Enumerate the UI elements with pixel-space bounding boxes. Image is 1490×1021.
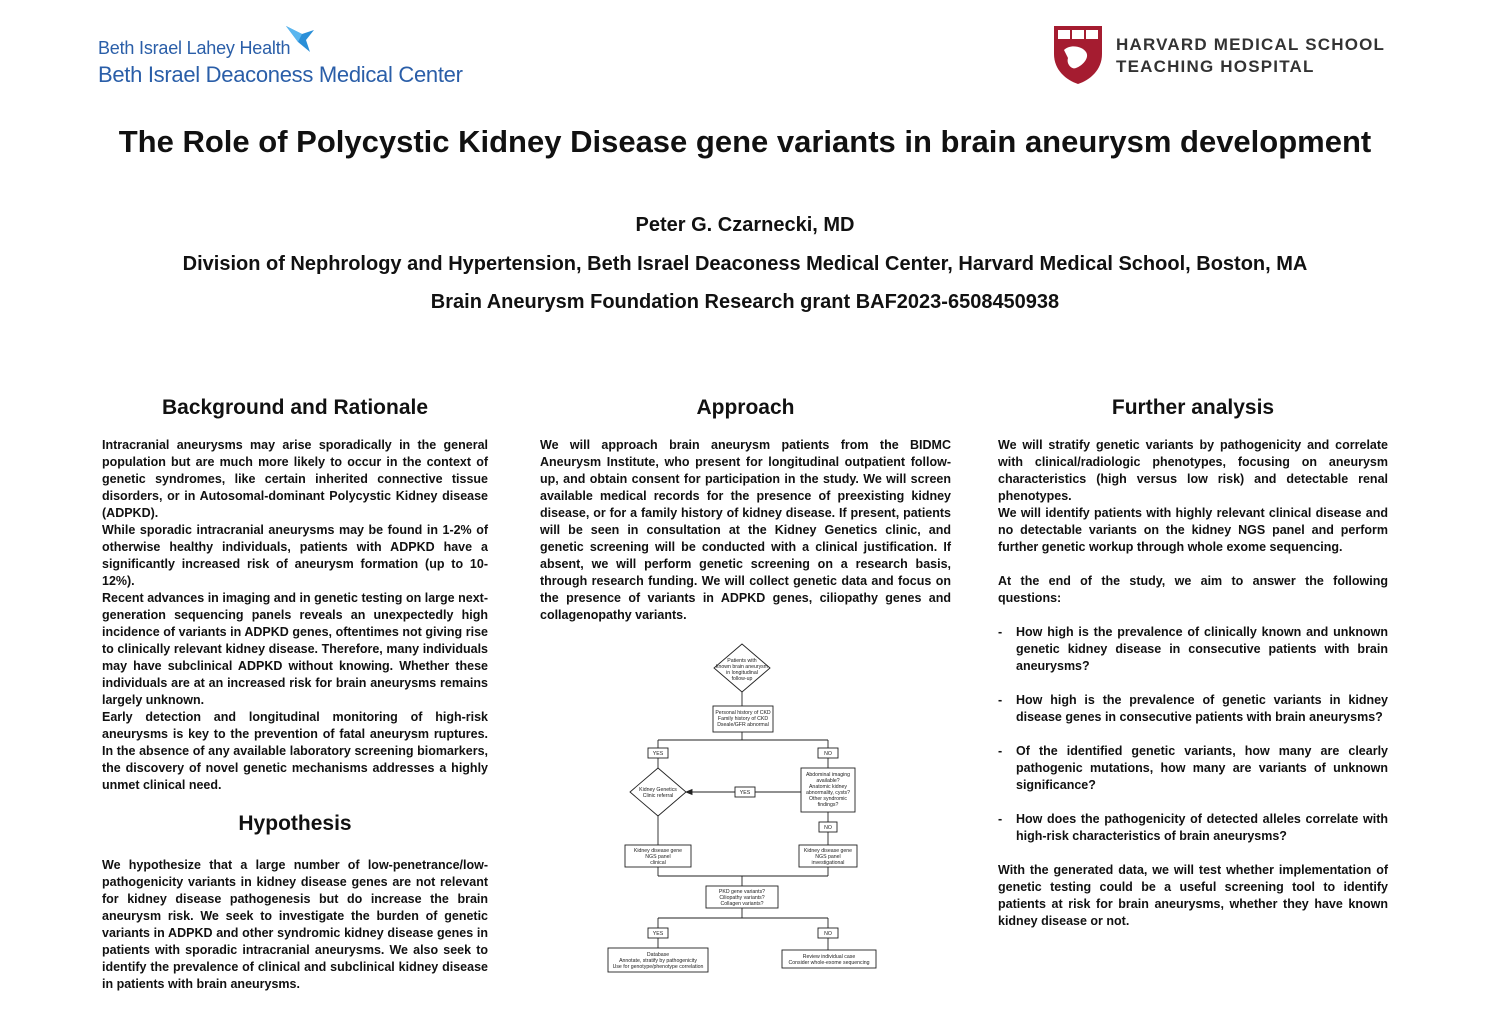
flowchart-abdominal-line: findings? <box>817 802 839 808</box>
further-analysis-text <box>998 437 1388 930</box>
flowchart-panel-clinical-line: NGS panel <box>645 854 671 860</box>
affiliation: Division of Nephrology and Hypertension, Beth Israel Deaconess Medical Center, Harvard Medical School, Boston, MA <box>182 253 1308 275</box>
bidmc-logo-line2: Beth Israel Deaconess Medical Center <box>98 62 463 87</box>
flowchart-history-line: Family history of CKD <box>717 716 769 722</box>
background-paragraph: While sporadic intracranial aneurysms may be found in 1-2% of otherwise healthy individuals, patients with ADPKD have a significantly increased risk of aneurysm formation (up to 10-12%). <box>102 523 488 588</box>
background-heading: Background and Rationale <box>161 396 429 419</box>
approach-heading: Approach <box>696 396 795 419</box>
flowchart-panel-investigational-line: investigational <box>811 860 845 866</box>
flowchart-panel-clinical-line: clinical <box>650 860 666 866</box>
author-name: Peter G. Czarnecki, MD <box>635 214 855 236</box>
flowchart-history-line: Personal history of CKD <box>715 710 771 716</box>
background-paragraph: Recent advances in imaging and in genetic testing on large next-generation sequencing panels reveals an unexpectedly high incidence of variants in ADPKD genes, oftentimes not giving rise to clinically relevant kidney disease. Therefore, many individuals may have subclinical ADPKD without knowing. Whether these individuals are at an increased risk for brain aneurysms remains largely unknown. <box>102 591 488 707</box>
question-text: How high is the prevalence of clinically known and unknown genetic kidney disease in consecutive patients with brain aneurysms? <box>1016 625 1388 673</box>
question-text: How does the pathogenicity of detected alleles correlate with high-risk characteristics of brain aneurysms? <box>1016 812 1388 843</box>
flowchart-start-line: Patients with <box>727 658 757 664</box>
flowchart-yes3-label: YES <box>652 931 664 937</box>
flowchart-abdominal-line: Anatomic kidney <box>808 784 848 790</box>
flowchart-panel-investigational-line: Kidney disease gene <box>803 848 853 854</box>
flowchart-start-line: follow-up <box>731 676 753 682</box>
flowchart-kidney-genetics-line: Clinic referral <box>642 793 674 799</box>
hypothesis-paragraph: We hypothesize that a large number of low-penetrance/low-pathogenicity variants in kidney disease genes are not relevant for kidney disease pathogenesis but do increase the brain aneurysm risk. We seek to investigate the burden of genetic variants in ADPKD and other syndromic kidney disease genes in patients with sporadic intracranial aneurysms. We also seek to identify the prevalence of clinical and subclinical kidney disease in patients with brain aneurysms. <box>102 858 488 991</box>
approach-text <box>540 437 951 624</box>
flowchart-start-line: known brain aneurysm <box>715 664 769 670</box>
question-item <box>998 743 1388 794</box>
question-text: Of the identified genetic variants, how many are clearly pathogenic mutations, how many are variants of unknown significance? <box>1016 744 1388 792</box>
poster-title: The Role of Polycystic Kidney Disease gene variants in brain aneurysm development <box>118 124 1372 159</box>
study-flowchart <box>600 640 900 980</box>
flowchart-abdominal-line: Abdominal imaging <box>805 772 851 778</box>
bidmc-logo-line1: Beth Israel Lahey Health <box>98 38 291 58</box>
flowchart-review-line: Review individual case <box>802 954 856 960</box>
flowchart-variants-line: Collagen variants? <box>720 901 764 907</box>
flowchart-abdominal-line: available? <box>816 778 840 784</box>
background-text <box>102 437 488 794</box>
flowchart-panel-investigational-line: NGS panel <box>815 854 841 860</box>
flowchart-no3-label: NO <box>824 931 832 937</box>
question-text: How high is the prevalence of genetic variants in kidney disease genes in consecutive patients with brain aneurysms? <box>1016 693 1388 724</box>
further-intro-paragraph: We will stratify genetic variants by pathogenicity and correlate with clinical/radiologic phenotypes, focusing on aneurysm characteristics (high versus low risk) and detectable renal phenotypes. <box>998 438 1388 503</box>
flowchart-database-line: Database <box>646 952 670 958</box>
flowchart-no1-label: NO <box>824 751 832 757</box>
further-aim: At the end of the study, we aim to answer the following questions: <box>998 574 1388 605</box>
hypothesis-heading: Hypothesis <box>238 812 352 835</box>
approach-paragraph: We will approach brain aneurysm patients from the BIDMC Aneurysm Institute, who present for longitudinal outpatient follow-up, and obtain consent for participation in the study. We will screen available medical records for the presence of preexisting kidney disease, or for a family history of kidney disease. If present, patients will be seen in consultation at the Kidney Genetics clinic, and genetic screening will be conducted with a clinical justification. If absent, we will perform genetic screening on a research basis, through research funding. We will collect genetic data and focus on the presence of variants in ADPKD genes, ciliopathy genes and collagenopathy variants. <box>540 438 951 622</box>
flowchart-panel-clinical-line: Kidney disease gene <box>633 848 683 854</box>
bullet-dash: - <box>998 693 1003 707</box>
question-item <box>998 692 1388 726</box>
flowchart-yes1-label: YES <box>652 751 664 757</box>
hypothesis-text <box>102 857 488 993</box>
bullet-dash: - <box>998 625 1003 639</box>
grant-info: Brain Aneurysm Foundation Research grant BAF2023-6508450938 <box>430 291 1060 313</box>
bullet-dash: - <box>998 812 1003 826</box>
bird-icon <box>284 24 318 54</box>
flowchart-review-line: Consider whole-exome sequencing <box>788 960 870 966</box>
flowchart-start-line: in longitudinal <box>726 670 758 676</box>
hms-logo-line2: TEACHING HOSPITAL <box>1116 57 1315 76</box>
further-analysis-heading: Further analysis <box>1111 396 1275 419</box>
hms-logo-line1: HARVARD MEDICAL SCHOOL <box>1116 35 1386 54</box>
background-paragraph: Early detection and longitudinal monitoring of high-risk aneurysms is key to the prevention of fatal aneurysm ruptures. In the absence of any available laboratory screening biomarkers, the discovery of novel genetic mechanisms addresses a highly unmet clinical need. <box>102 710 488 792</box>
flowchart-kidney-genetics-line: Kidney Genetics <box>639 787 677 793</box>
further-intro-paragraph: We will identify patients with highly relevant clinical disease and no detectable variants on the kidney NGS panel and perform further genetic workup through whole exome sequencing. <box>998 506 1388 554</box>
flowchart-database-line: Annotate, stratify by pathogenicity <box>619 958 697 964</box>
bullet-dash: - <box>998 744 1003 758</box>
harvard-shield-icon <box>1052 24 1104 86</box>
background-paragraph: Intracranial aneurysms may arise sporadically in the general population but are much more likely to occur in the context of genetic syndromes, like certain inherited connective tissue disorders, or in Autosomal-dominant Polycystic Kidney disease (ADPKD). <box>102 438 488 520</box>
bidmc-logo <box>98 24 468 90</box>
flowchart-no2-label: NO <box>824 825 832 831</box>
further-conclusion: With the generated data, we will test whether implementation of genetic testing could be a useful screening tool to identify patients at risk for brain aneurysms, whether they have known kidney disease or not. <box>998 863 1388 928</box>
flowchart-variants-line: PKD gene variants? <box>718 889 766 895</box>
question-item <box>998 811 1388 845</box>
flowchart-history-line: Dseale/GFR abnormal <box>717 722 769 728</box>
flowchart-variants-line: Ciliopathy variants? <box>719 895 765 901</box>
hms-logo <box>1052 24 1432 86</box>
flowchart-abdominal-line: Other syndromic <box>808 796 848 802</box>
question-item <box>998 624 1388 675</box>
flowchart-abdominal-line: abnormality, cysts? <box>805 790 851 796</box>
flowchart-yes2-label: YES <box>739 790 751 796</box>
flowchart-database-line: Use for genotype/phenotype correlation <box>612 964 704 970</box>
